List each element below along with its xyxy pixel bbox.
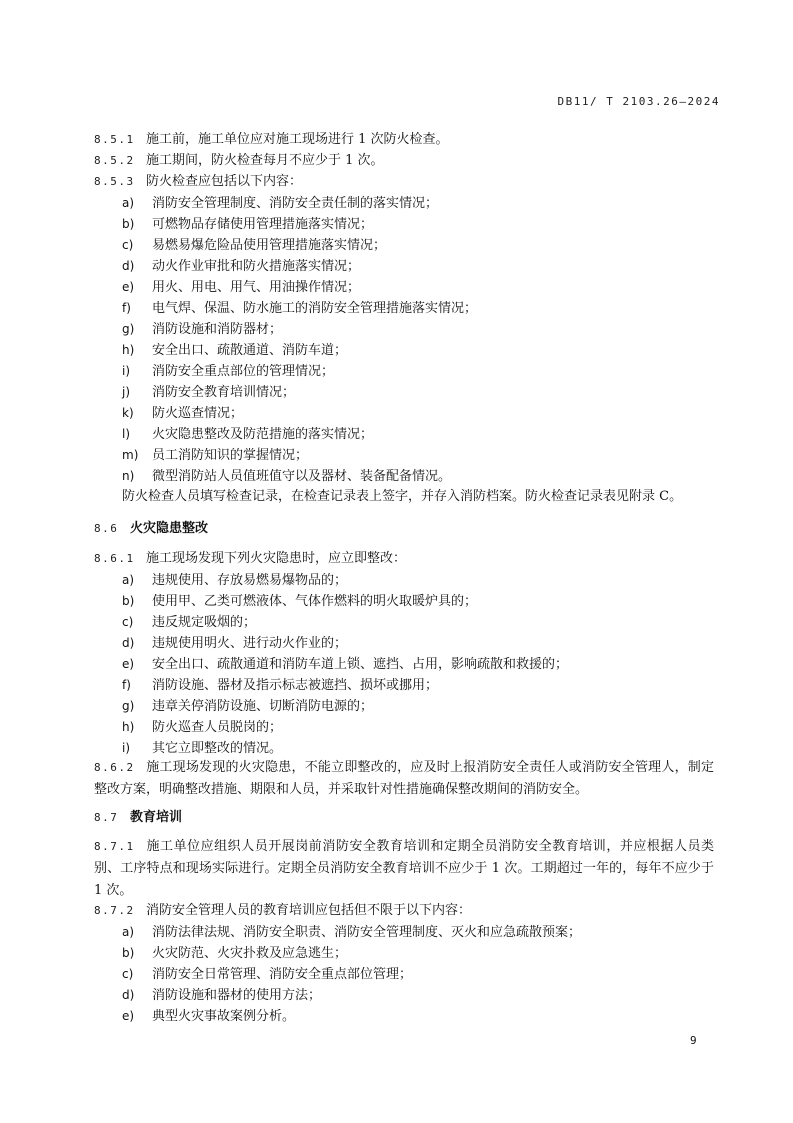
inspection-note: 防火检查人员填写检查记录，在检查记录表上签字，并存入消防档案。防火检查记录表见附录 C。 (122, 489, 683, 504)
clause-text: 施工前，施工单位应对施工现场进行 1 次防火检查。 (146, 132, 449, 147)
list-item: a) 消防法律法规、消防安全职责、消防安全管理制度、灭火和应急疏散预案； (122, 925, 582, 940)
clause-number: 8.5.2 (94, 154, 135, 167)
clause-text: 防火检查应包括以下内容： (146, 174, 303, 189)
clause-8-5-2 (94, 151, 734, 171)
clause-text: 施工现场发现的火灾隐患，不能立即整改的，应及时上报消防安全责任人或消防安全管理人，制定整改方案，明确整改措施、期限和人员，并采取针对性措施确保整改期间的消防安全。 (94, 760, 714, 797)
section-heading-8-6 (94, 519, 208, 539)
list-item: g) 消防设施和消防器材； (122, 322, 283, 337)
list-item: i) 消防安全重点部位的管理情况； (122, 364, 335, 379)
clause-text: 施工期间，防火检查每月不应少于 1 次。 (146, 153, 384, 168)
clause-8-7-1 (94, 836, 714, 902)
list-item: n) 微型消防站人员值班值守以及器材、装备配备情况。 (122, 469, 452, 484)
clause-8-5-3 (94, 172, 734, 192)
clause-number: 8.5.3 (94, 175, 135, 188)
clause-number: 8.7.2 (94, 904, 135, 917)
clause-number: 8.7.1 (94, 840, 135, 853)
list-item: a) 消防安全管理制度、消防安全责任制的落实情况； (122, 196, 439, 211)
section-heading-8-7 (94, 808, 182, 828)
list-item: c) 易燃易爆危险品使用管理措施落实情况； (122, 238, 387, 253)
list-item: d) 消防设施和器材的使用方法； (122, 988, 322, 1003)
clause-number: 8.5.1 (94, 133, 135, 146)
list-item: a) 违规使用、存放易燃易爆物品的； (122, 573, 348, 588)
list-item: b) 使用甲、乙类可燃液体、气体作燃料的明火取暖炉具的； (122, 594, 478, 609)
list-item: h) 防火巡查人员脱岗的； (122, 720, 283, 735)
list-item: e) 用火、用电、用气、用油操作情况； (122, 280, 361, 295)
clause-number: 8.6.2 (94, 761, 135, 774)
clause-8-7-2 (94, 901, 734, 921)
list-item: c) 违反规定吸烟的； (122, 615, 257, 630)
section-number: 8.7 (94, 811, 119, 824)
clause-8-6-1 (94, 549, 734, 569)
list-item: d) 动火作业审批和防火措施落实情况； (122, 259, 361, 274)
clause-text: 消防安全管理人员的教育培训应包括但不限于以下内容： (146, 903, 472, 918)
list-item: h) 安全出口、疏散通道、消防车道； (122, 343, 348, 358)
list-item: f) 消防设施、器材及指示标志被遮挡、损坏或挪用； (122, 678, 439, 693)
clause-text: 施工现场发现下列火灾隐患时，应立即整改： (146, 551, 407, 566)
list-item: g) 违章关停消防设施、切断消防电源的； (122, 699, 374, 714)
list-item: f) 电气焊、保温、防水施工的消防安全管理措施落实情况； (122, 301, 478, 316)
list-item: b) 可燃物品存储使用管理措施落实情况； (122, 217, 374, 232)
list-item: e) 典型火灾事故案例分析。 (122, 1009, 296, 1024)
document-code-header: DB11/ T 2103.26—2024 (557, 95, 720, 108)
list-item: c) 消防安全日常管理、消防安全重点部位管理； (122, 967, 413, 982)
section-number: 8.6 (94, 522, 119, 535)
list-item: d) 违规使用明火、进行动火作业的； (122, 636, 348, 651)
clause-8-6-2 (94, 757, 714, 801)
list-item: j) 消防安全教育培训情况； (122, 385, 296, 400)
clause-number: 8.6.1 (94, 552, 135, 565)
list-item: b) 火灾防范、火灾扑救及应急逃生； (122, 946, 348, 961)
list-item: e) 安全出口、疏散通道和消防车道上锁、遮挡、占用，影响疏散和救援的； (122, 657, 569, 672)
clause-8-5-1 (94, 130, 734, 150)
list-item: m) 员工消防知识的掌握情况； (122, 448, 309, 463)
list-item: i) 其它立即整改的情况。 (122, 741, 283, 756)
page-number: 9 (690, 1034, 697, 1047)
list-item: l) 火灾隐患整改及防范措施的落实情况； (122, 427, 374, 442)
section-title: 教育培训 (130, 810, 183, 825)
section-title: 火灾隐患整改 (130, 521, 209, 536)
clause-text: 施工单位应组织人员开展岗前消防安全教育培训和定期全员消防安全教育培训，并应根据人员类别、工序特点和现场实际进行。定期全员消防安全教育培训不应少于 1 次。工期超过一年的，每年不应少于 1 次。 (94, 839, 714, 898)
list-item: k) 防火巡查情况； (122, 406, 244, 421)
